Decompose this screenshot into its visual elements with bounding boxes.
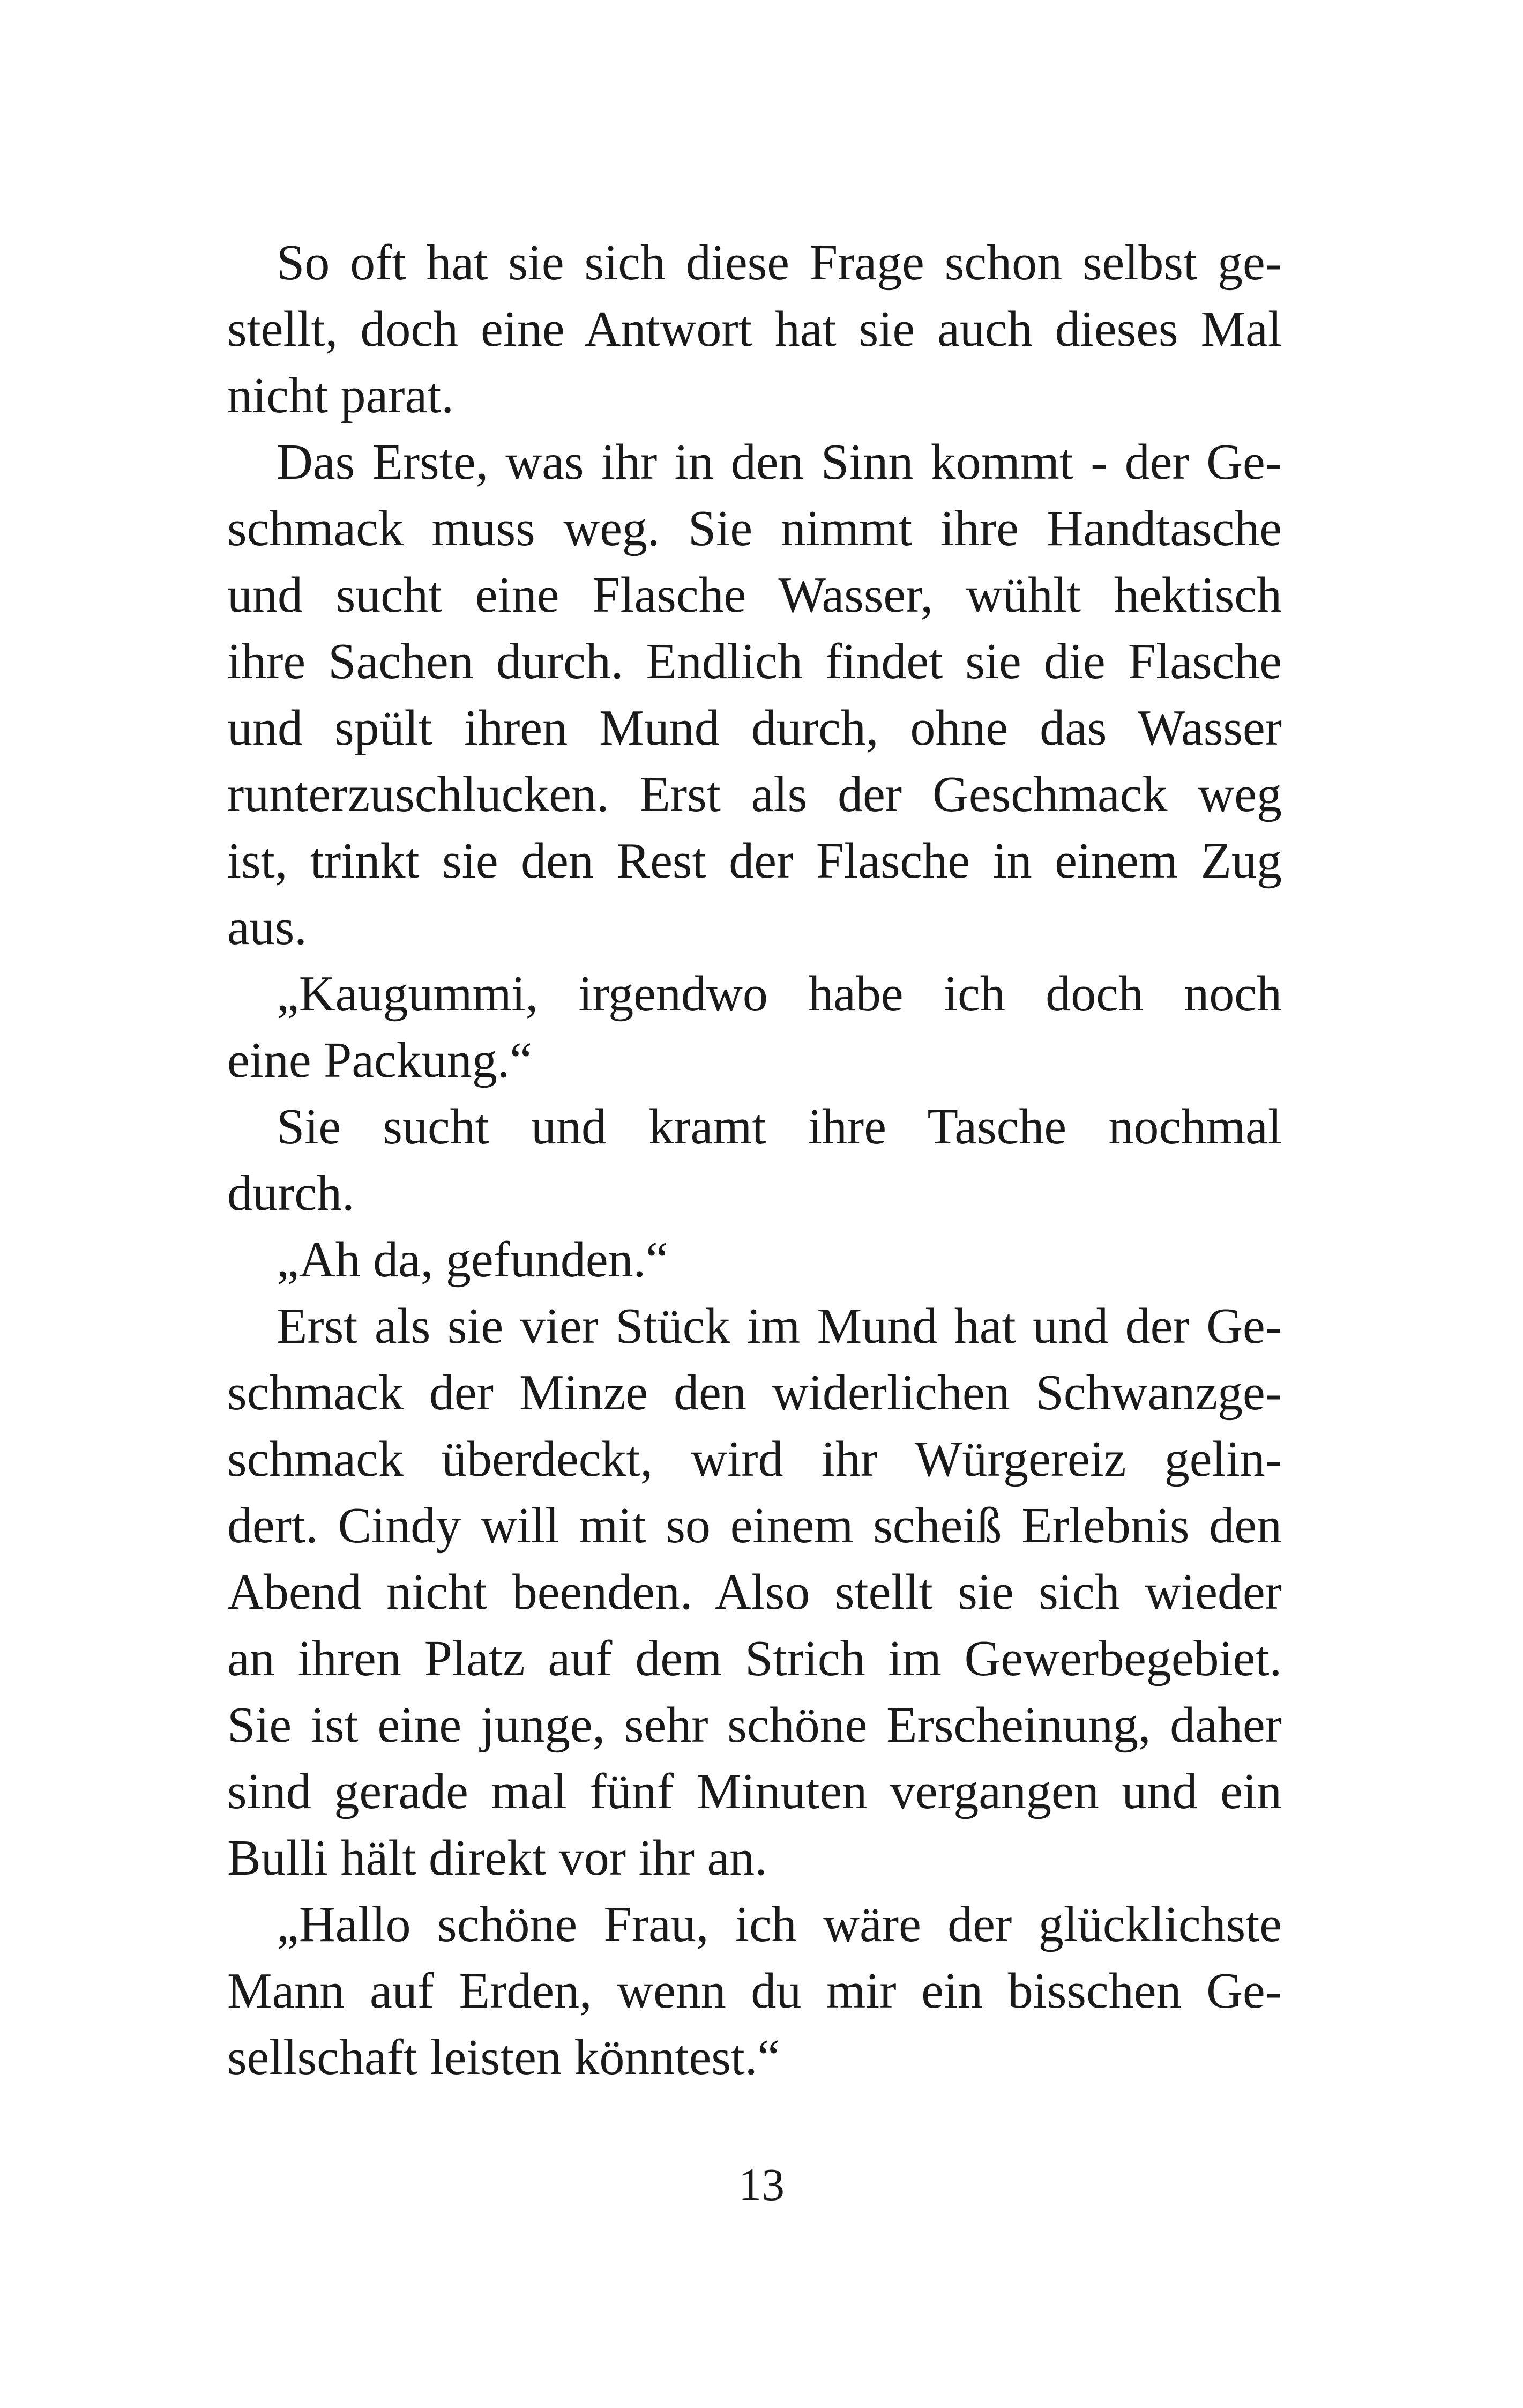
text-line: schmack der Minze den widerlichen Schwanzge- (227, 1365, 1282, 1421)
text-line: „Ah da, gefunden.“ (277, 1232, 668, 1288)
text-line: Erst als sie vier Stück im Mund hat und der Ge- (277, 1298, 1282, 1354)
text-line: schmack überdeckt, wird ihr Würgereiz gelin- (227, 1431, 1282, 1487)
text-line: Bulli hält direkt vor ihr an. (227, 1830, 767, 1886)
text-line: Das Erste, was ihr in den Sinn kommt - der Ge- (277, 434, 1282, 490)
text-line: eine Packung.“ (227, 1032, 533, 1088)
text-line: Sie sucht und kramt ihre Tasche nochmal (277, 1099, 1282, 1155)
text-line: an ihren Platz auf dem Strich im Gewerbegebiet. (227, 1631, 1282, 1686)
text-line: „Hallo schöne Frau, ich wäre der glücklichste (277, 1897, 1282, 1952)
page-number: 13 (738, 2159, 785, 2210)
text-line: Abend nicht beenden. Also stellt sie sich wieder (227, 1564, 1282, 1620)
text-line: Sie ist eine junge, sehr schöne Erscheinung, daher (227, 1697, 1282, 1753)
text-line: runterzuschlucken. Erst als der Geschmack weg (227, 767, 1282, 822)
text-line: schmack muss weg. Sie nimmt ihre Handtasche (227, 501, 1282, 556)
text-line: Mann auf Erden, wenn du mir ein bisschen Ge- (227, 1963, 1282, 2019)
text-line: durch. (227, 1165, 355, 1221)
text-line: dert. Cindy will mit so einem scheiß Erlebnis den (227, 1498, 1282, 1554)
text-line: ist, trinkt sie den Rest der Flasche in einem Zug (227, 833, 1282, 889)
text-line: und sucht eine Flasche Wasser, wühlt hektisch (227, 567, 1282, 623)
text-line: ihre Sachen durch. Endlich findet sie die Flasche (227, 634, 1282, 689)
text-line: stellt, doch eine Antwort hat sie auch dieses Mal (227, 301, 1282, 357)
text-line: „Kaugummi, irgendwo habe ich doch noch (277, 966, 1282, 1022)
text-line: So oft hat sie sich diese Frage schon selbst ge- (277, 235, 1282, 291)
text-line: aus. (227, 900, 307, 955)
text-line: nicht parat. (227, 368, 454, 423)
text-line: sind gerade mal fünf Minuten vergangen und ein (227, 1764, 1282, 1819)
text-line: sellschaft leisten könntest.“ (227, 2030, 780, 2085)
text-line: und spült ihren Mund durch, ohne das Wasser (227, 700, 1282, 756)
